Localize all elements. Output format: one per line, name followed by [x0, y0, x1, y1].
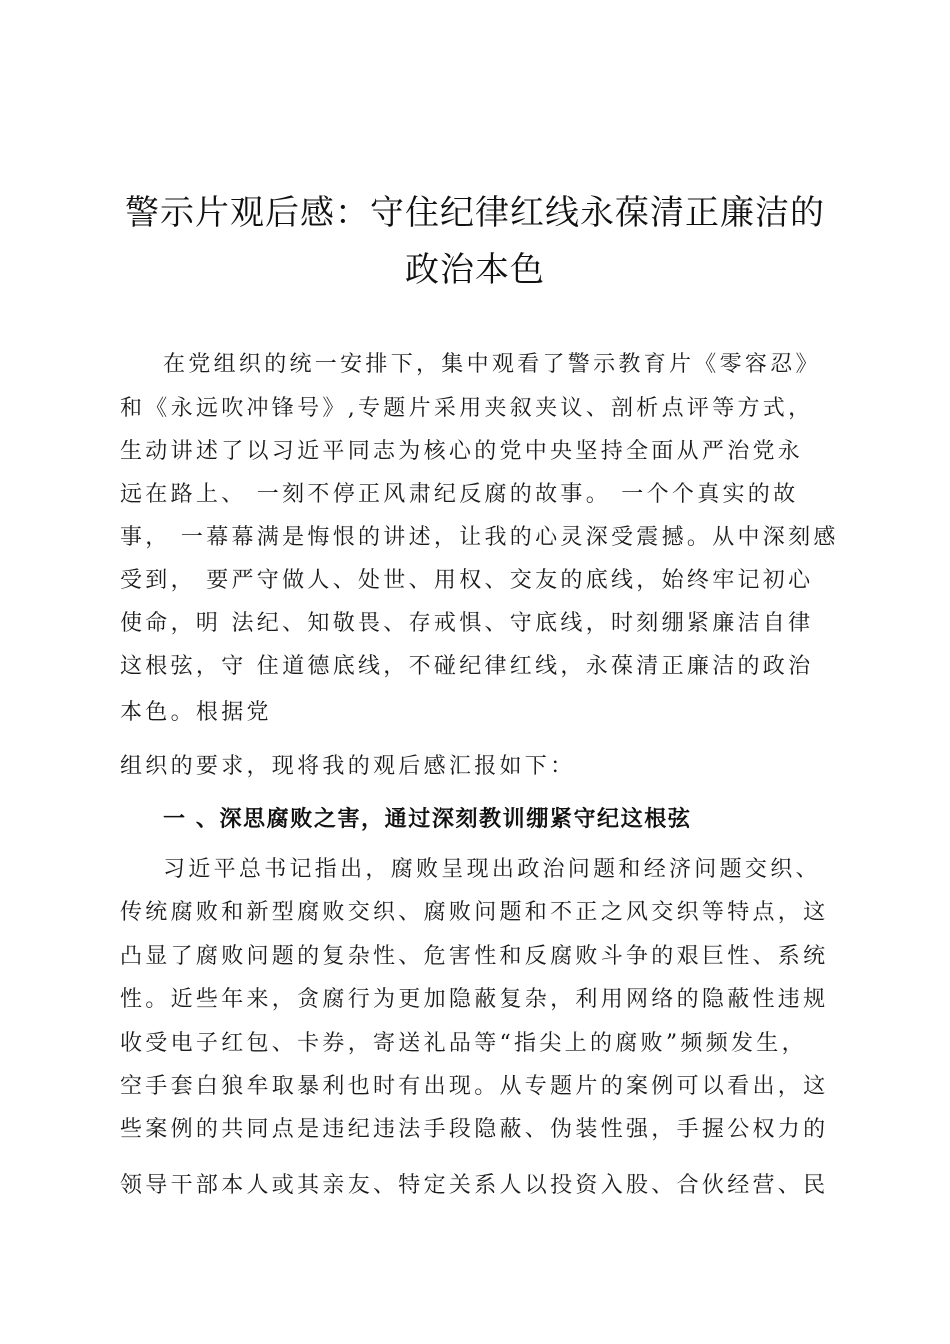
- paragraph-2-line-8: 领导干部本人或其亲友、特定关系人以投资入股、合伙经营、民: [120, 1173, 829, 1198]
- paragraph-1-line-10: 组织的要求，现将我的观后感汇报如下：: [120, 754, 576, 779]
- paragraph-2-line-1: 习近平总书记指出，腐败呈现出政治问题和经济问题交织、: [163, 857, 821, 882]
- paragraph-2-line-5: 收受电子红包、卡券，寄送礼品等“指尖上的腐败”频频发生，: [120, 1031, 807, 1056]
- paragraph-1-line-2: 和《永远吹冲锋号》,专题片采用夹叙夹议、剖析点评等方式，: [120, 396, 814, 421]
- paragraph-1-line-7: 使命，明 法纪、知敬畏、存戒惧、守底线，时刻绷紧廉洁自律: [120, 611, 814, 636]
- paragraph-1-line-8: 这根弦，守 住道德底线，不碰纪律红线，永葆清正廉洁的政治: [120, 654, 814, 679]
- paragraph-1-line-1: 在党组织的统一安排下，集中观看了警示教育片《零容忍》: [163, 352, 821, 377]
- paragraph-1-line-5: 事， 一幕幕满是悔恨的讲述，让我的心灵深受震撼。从中深刻感: [120, 525, 839, 550]
- paragraph-2-line-7: 些案例的共同点是违纪违法手段隐蔽、伪装性强，手握公权力的: [120, 1117, 829, 1142]
- document-title-line-2: 政治本色: [405, 250, 545, 290]
- document-title-line-1: 警示片观后感：守住纪律红线永葆清正廉洁的: [125, 193, 825, 233]
- paragraph-1-line-3: 生动讲述了以习近平同志为核心的党中央坚持全面从严治党永: [120, 439, 804, 464]
- paragraph-1-line-4: 远在路上、 一刻不停正风肃纪反腐的故事。 一个个真实的故: [120, 482, 799, 507]
- paragraph-2-line-2: 传统腐败和新型腐败交织、腐败问题和不正之风交织等特点，这: [120, 900, 829, 925]
- paragraph-1-line-6: 受到， 要严守做人、处世、用权、交友的底线，始终牢记初心: [120, 568, 814, 593]
- paragraph-2-line-4: 性。近些年来，贪腐行为更加隐蔽复杂，利用网络的隐蔽性违规: [120, 987, 829, 1012]
- paragraph-2-line-6: 空手套白狼牟取暴利也时有出现。从专题片的案例可以看出，这: [120, 1074, 829, 1099]
- section-1-heading: 一 、深思腐败之害，通过深刻教训绷紧守纪这根弦: [163, 807, 692, 832]
- paragraph-1-line-9: 本色。根据党: [120, 700, 272, 725]
- paragraph-2-line-3: 凸显了腐败问题的复杂性、危害性和反腐败斗争的艰巨性、系统: [120, 944, 829, 969]
